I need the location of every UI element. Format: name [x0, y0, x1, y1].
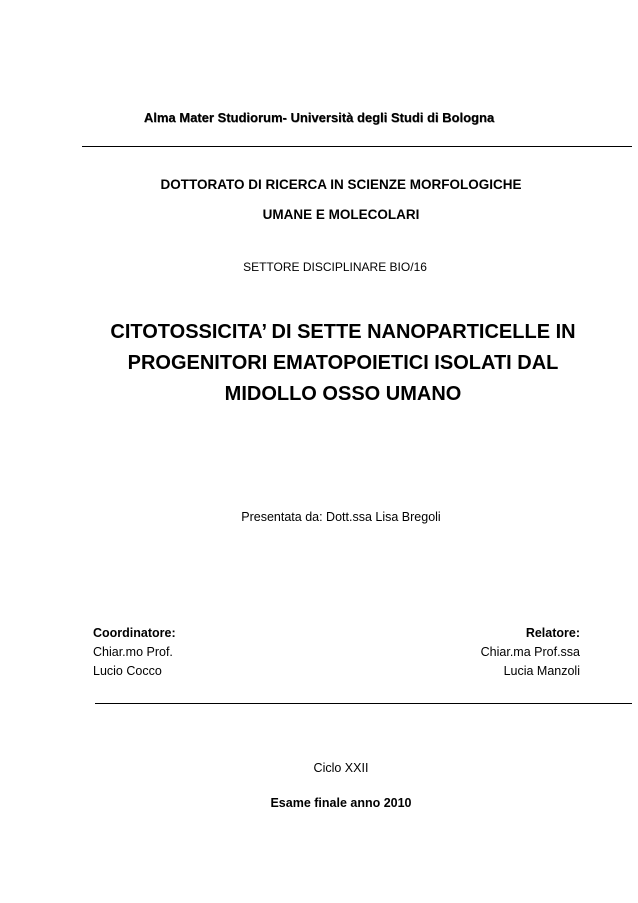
supervisor-name: Lucia Manzoli: [503, 664, 580, 678]
thesis-title-line-3: MIDOLLO OSSO UMANO: [224, 383, 462, 405]
coordinator-title: Chiar.mo Prof.: [93, 645, 173, 659]
coordinator-label: Coordinatore:: [93, 626, 176, 640]
supervisor-label: Relatore:: [525, 626, 580, 640]
supervisor-title: Chiar.ma Prof.ssa: [480, 645, 580, 659]
doctorate-line-1: DOTTORATO DI RICERCA IN SCIENZE MORFOLOGICHE: [160, 177, 522, 192]
disciplinary-sector: SETTORE DISCIPLINARE BIO/16: [243, 260, 427, 274]
top-divider: [82, 146, 632, 147]
doctorate-program: [22, 170, 638, 230]
final-exam-year: Esame finale anno 2010: [270, 796, 412, 810]
thesis-title-line-2: PROGENITORI EMATOPOIETICI ISOLATI DAL: [127, 352, 559, 374]
presented-by: Presentata da: Dott.ssa Lisa Bregoli: [241, 510, 441, 524]
thesis-title-line-1: CITOTOSSICITA’ DI SETTE NANOPARTICELLE IN: [110, 321, 576, 343]
coordinator-block: [93, 624, 176, 681]
coordinator-name: Lucio Cocco: [93, 664, 162, 678]
doctoral-cycle: Ciclo XXII: [313, 761, 369, 775]
bottom-divider: [95, 703, 632, 704]
university-name: Alma Mater Studiorum- Università degli Studi di Bologna: [143, 110, 495, 125]
supervisor-block: [481, 624, 580, 681]
doctorate-line-2: UMANE E MOLECOLARI: [262, 207, 420, 222]
thesis-title: [24, 317, 638, 410]
